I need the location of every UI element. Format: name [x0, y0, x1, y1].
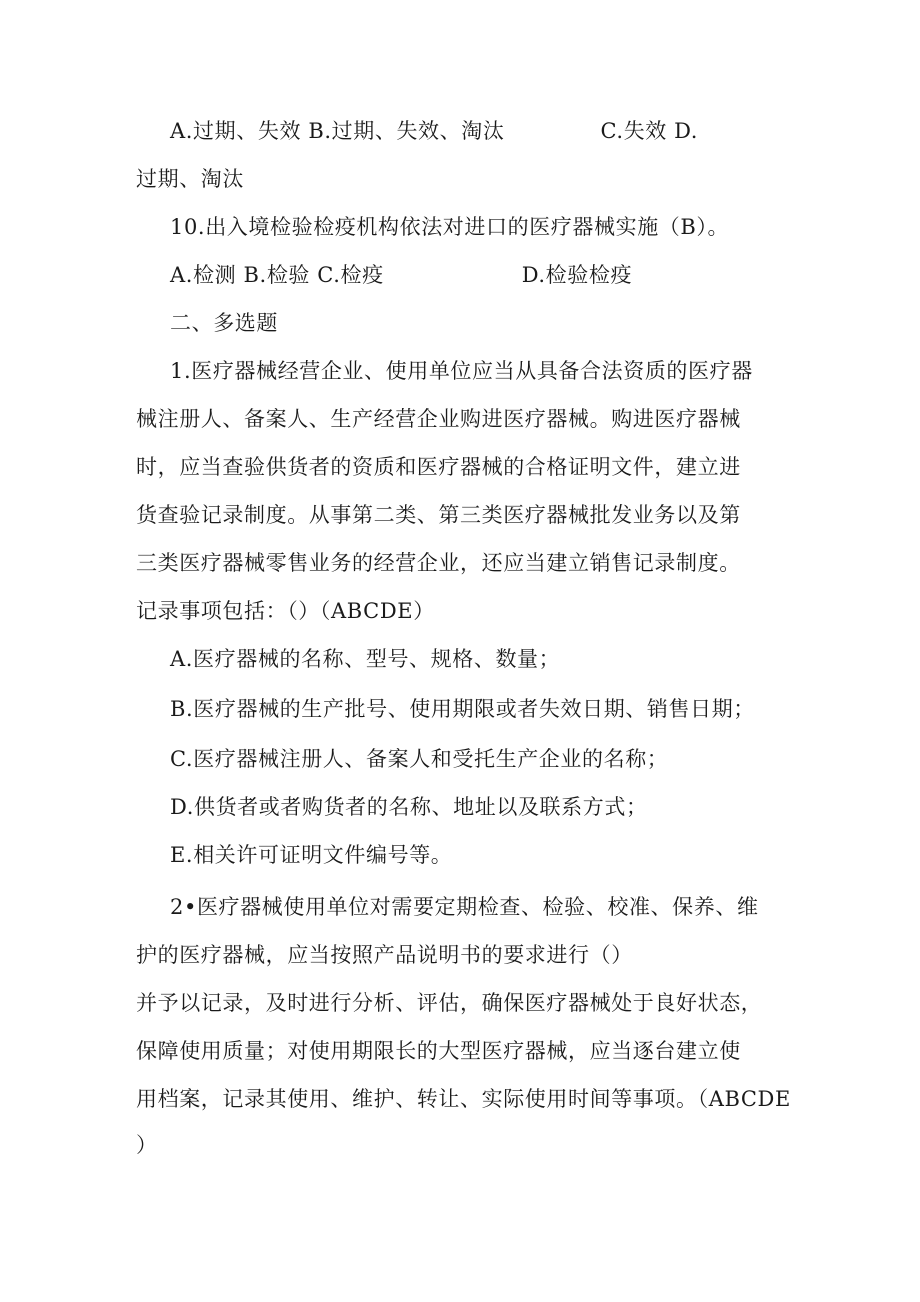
m1-option-e: E.相关许可证明文件编号等。 — [170, 843, 453, 867]
q9-options-line — [0, 107, 920, 155]
m1-option-d: D.供货者或者购货者的名称、地址以及联系方式； — [170, 795, 648, 819]
q10-options-abc: A.检测 B.检验 C.检疫 — [170, 263, 384, 287]
m2-stem-line: 2•医疗器械使用单位对需要定期检查、检验、校准、保养、维 — [170, 895, 759, 919]
m2-stem-line: 保障使用质量；对使用期限长的大型医疗器械，应当逐台建立使 — [136, 1039, 741, 1063]
m1-option-b: B.医疗器械的生产批号、使用期限或者失效日期、销售日期； — [170, 697, 755, 721]
q10-options-line — [0, 251, 920, 299]
m1-stem-line: 记录事项包括：（）（ABCDE） — [136, 599, 435, 623]
m1-option-a: A.医疗器械的名称、型号、规格、数量； — [170, 647, 561, 671]
q10-option-d: D.检验检疫 — [521, 263, 633, 287]
m1-stem-line: 货查验记录制度。从事第二类、第三类医疗器械批发业务以及第 — [136, 503, 741, 527]
m1-stem-line: 械注册人、备案人、生产经营企业购进医疗器械。购进医疗器械 — [136, 407, 741, 431]
m1-stem-line: 1.医疗器械经营企业、使用单位应当从具备合法资质的医疗器 — [170, 359, 753, 383]
q9-options-ab: A.过期、失效 B.过期、失效、淘汰 — [170, 119, 505, 143]
section-heading-multiple-choice: 二、多选题 — [170, 311, 278, 335]
m2-stem-line: 护的医疗器械，应当按照产品说明书的要求进行（） — [136, 943, 633, 967]
q10-stem: 10.出入境检验检疫机构依法对进口的医疗器械实施（B）。 — [170, 215, 730, 239]
m2-stem-line: 用档案，记录其使用、维护、转让、实际使用时间等事项。（ABCDE — [136, 1087, 791, 1111]
m2-stem-line: 并予以记录，及时进行分析、评估，确保医疗器械处于良好状态， — [136, 991, 763, 1015]
m1-option-c: C.医疗器械注册人、备案人和受托生产企业的名称； — [170, 747, 669, 771]
q9-options-cd: C.失效 D. — [600, 119, 699, 143]
m1-stem-line: 时，应当查验供货者的资质和医疗器械的合格证明文件，建立进 — [136, 455, 741, 479]
m1-stem-line: 三类医疗器械零售业务的经营企业，还应当建立销售记录制度。 — [136, 551, 741, 575]
q9-options-continuation: 过期、淘汰 — [136, 167, 244, 191]
m2-stem-line: ） — [136, 1133, 158, 1157]
